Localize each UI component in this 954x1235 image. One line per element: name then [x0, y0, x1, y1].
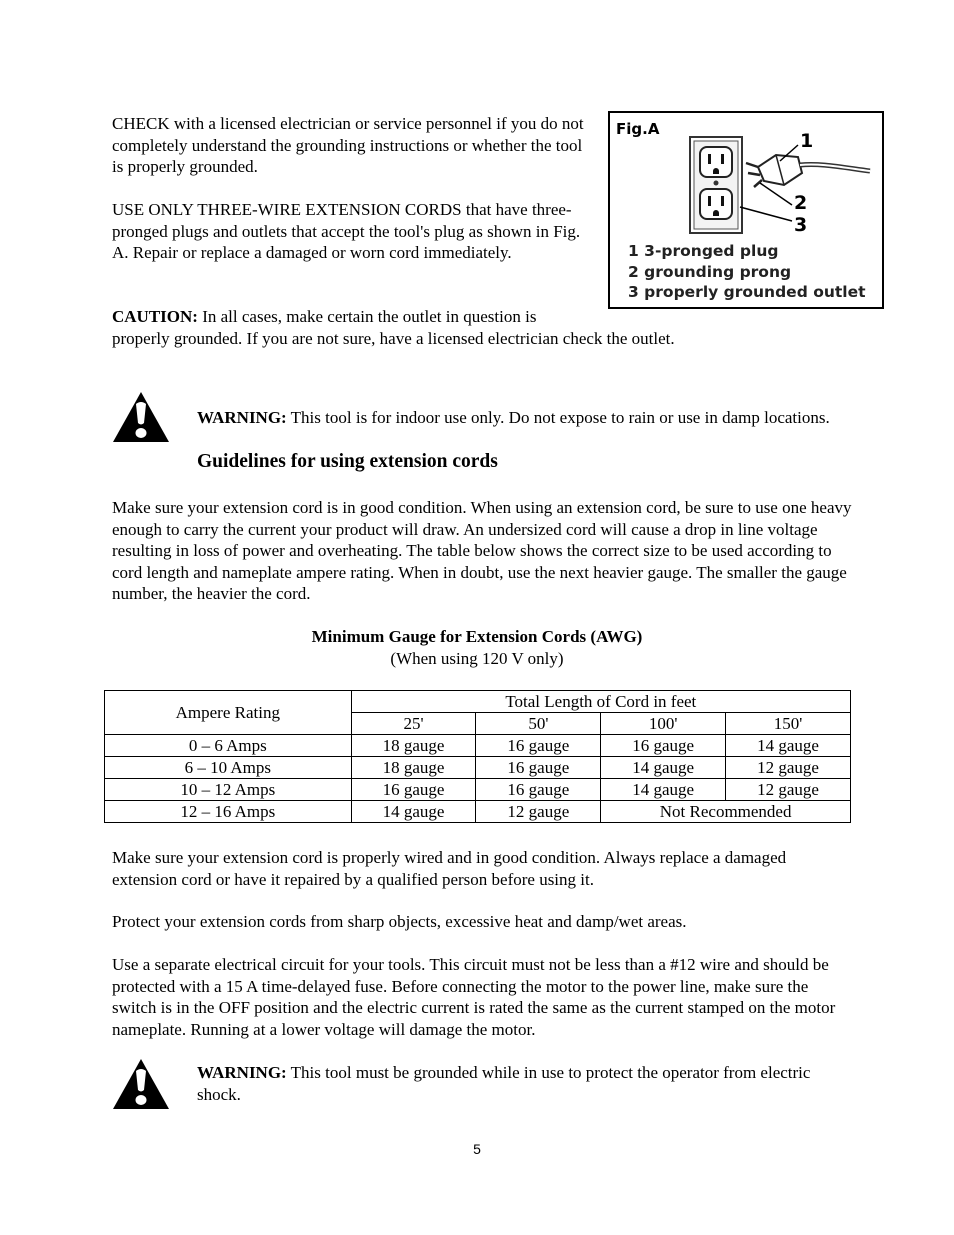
warning-grounded-text: This tool must be grounded while in use to protect the operator from electric shock.	[197, 1063, 811, 1104]
table-row	[105, 735, 851, 757]
gauge-cell: 12 gauge	[726, 757, 851, 779]
not-recommended-cell: Not Recommended	[601, 801, 851, 823]
table-title: Minimum Gauge for Extension Cords (AWG)	[311, 627, 643, 646]
caution-label: CAUTION:	[112, 307, 198, 326]
header-ampere-rating: Ampere Rating	[105, 691, 352, 735]
gauge-cell: 16 gauge	[476, 779, 601, 801]
gauge-cell: 12 gauge	[476, 801, 601, 823]
callout-2: 2	[794, 192, 808, 214]
proper-wiring-paragraph: Make sure your extension cord is properly wired and in good condition. Always replace a damaged extension cord or have it repaired by a qualified person before using it.	[112, 848, 787, 889]
warning-grounded	[197, 1062, 837, 1105]
caution-line-1	[112, 306, 592, 328]
protect-cords-paragraph: Protect your extension cords from sharp objects, excessive heat and damp/wet areas.	[112, 912, 687, 931]
gauge-table	[104, 690, 851, 823]
outlet-plug-illustration	[680, 127, 880, 239]
caution-line-2: properly grounded. If you are not sure, have a licensed electrician check the outlet.	[112, 329, 675, 348]
separate-circuit-paragraph: Use a separate electrical circuit for your tools. This circuit must not be less than a #12 wire and should be protected with a 15 A time-delayed fuse. Before connecting the motor to the power line, make sure the switch is in the OFF position and the electric current is rated the same as the current stamped on the motor nameplate. Running at a lower voltage will damage the motor.	[112, 955, 836, 1039]
guidelines-paragraph: Make sure your extension cord is in good condition. When using an extension cord, be sure to use one heavy enough to carry the current your product will draw. An undersized cord will cause a drop in line voltage resulting in loss of power and overheating. The table below shows the correct size to be used according to cord length and nameplate ampere rating. When in doubt, use the next heavier gauge. The smaller the gauge number, the heavier the cord.	[112, 498, 852, 603]
gauge-cell: 16 gauge	[601, 735, 726, 757]
warning-label: WARNING:	[197, 408, 287, 427]
caution-text-1: In all cases, make certain the outlet in question is	[197, 307, 537, 326]
warning-indoor-text: This tool is for indoor use only. Do not expose to rain or use in damp locations.	[286, 408, 830, 427]
rating-cell: 6 – 10 Amps	[105, 757, 352, 779]
gauge-cell: 16 gauge	[476, 757, 601, 779]
gauge-cell: 14 gauge	[601, 779, 726, 801]
table-header-row	[105, 691, 851, 713]
figure-a	[608, 111, 884, 309]
gauge-cell: 18 gauge	[351, 757, 476, 779]
table-subtitle: (When using 120 V only)	[390, 649, 564, 668]
page-number: 5	[473, 1141, 481, 1157]
header-length: 50'	[476, 713, 601, 735]
gauge-cell: 14 gauge	[601, 757, 726, 779]
rating-cell: 10 – 12 Amps	[105, 779, 352, 801]
gauge-cell: 14 gauge	[351, 801, 476, 823]
header-total-length: Total Length of Cord in feet	[351, 691, 850, 713]
gauge-cell: 12 gauge	[726, 779, 851, 801]
header-length: 100'	[601, 713, 726, 735]
guidelines-heading: Guidelines for using extension cords	[197, 451, 498, 472]
header-length: 150'	[726, 713, 851, 735]
check-paragraph: CHECK with a licensed electrician or service personnel if you do not completely understand the grounding instructions or whether the tool is properly grounded.	[112, 114, 584, 176]
gauge-cell: 18 gauge	[351, 735, 476, 757]
warning-label: WARNING:	[197, 1063, 287, 1082]
gauge-cell: 16 gauge	[351, 779, 476, 801]
gauge-cell: 16 gauge	[476, 735, 601, 757]
warning-icon	[112, 391, 170, 443]
figure-legend	[628, 241, 866, 303]
legend-item-outlet: 3 properly grounded outlet	[628, 283, 866, 301]
three-wire-paragraph: USE ONLY THREE-WIRE EXTENSION CORDS that have three-pronged plugs and outlets that accept the tool's plug as shown in Fig. A. Repair or replace a damaged or worn cord immediately.	[112, 200, 581, 262]
table-row	[105, 801, 851, 823]
rating-cell: 12 – 16 Amps	[105, 801, 352, 823]
header-length: 25'	[351, 713, 476, 735]
callout-3: 3	[794, 214, 808, 236]
table-row	[105, 757, 851, 779]
legend-item-prong: 2 grounding prong	[628, 262, 792, 281]
warning-indoor	[197, 407, 847, 429]
figure-title: Fig.A	[616, 120, 660, 138]
callout-1: 1	[800, 130, 814, 152]
rating-cell: 0 – 6 Amps	[105, 735, 352, 757]
table-row	[105, 779, 851, 801]
gauge-cell: 14 gauge	[726, 735, 851, 757]
legend-item-plug: 1 3-pronged plug	[628, 242, 779, 260]
warning-icon	[112, 1058, 170, 1110]
